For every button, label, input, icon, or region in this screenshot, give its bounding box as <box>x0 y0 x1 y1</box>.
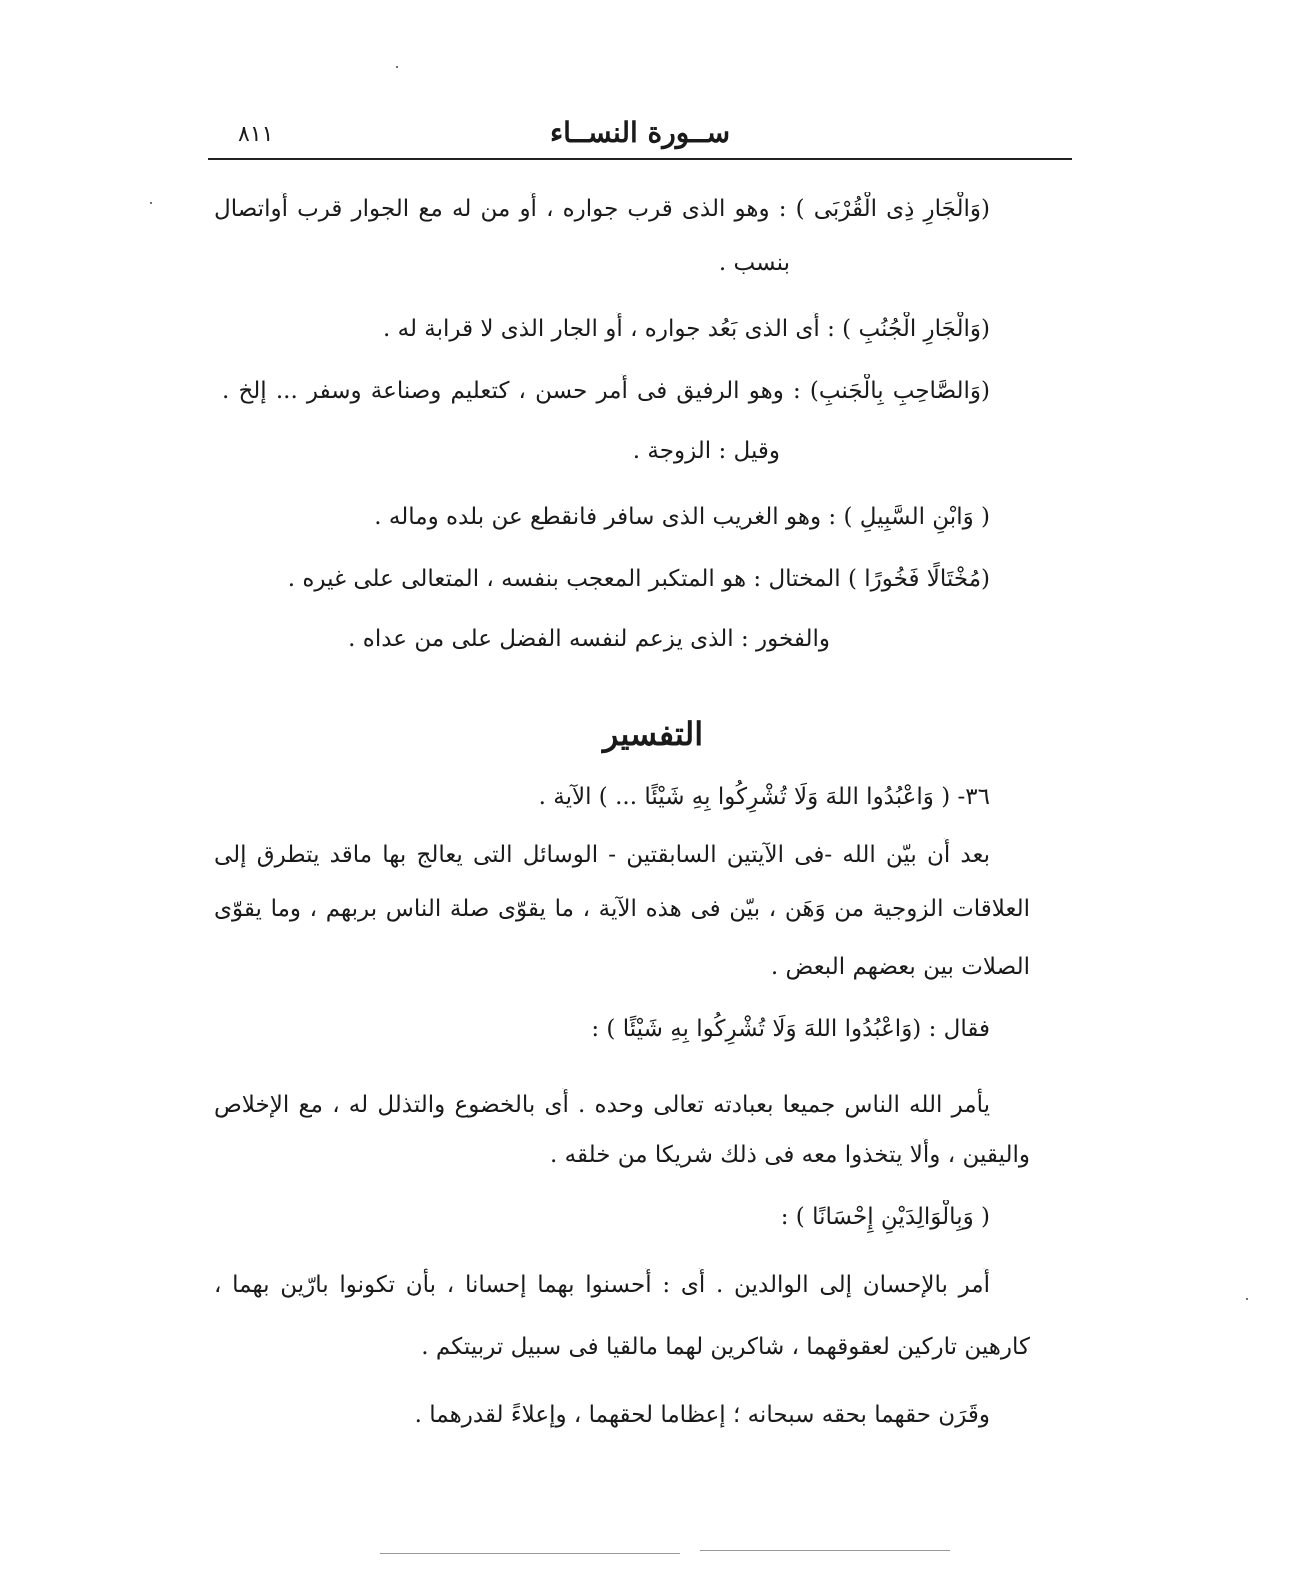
paragraph-line: أَمر بالإحسان إلى الوالدين . أَى : أَحسنوا بهما إحسانا ، بأَن تكونوا بارّين بهما ، <box>214 1272 990 1298</box>
scan-speck <box>150 202 152 204</box>
paragraph-line: يأْمر الله الناس جميعا بعبادته تعالى وحده . أَى بالخضوع والتذلل له ، مع الإخلاص <box>214 1092 990 1118</box>
paragraph-line: الصلات بين بعضهم البعض . <box>770 954 1030 980</box>
scan-speck <box>396 66 398 68</box>
running-header <box>208 112 1072 158</box>
paragraph-line: العلاقات الزوجية من وَهَن ، بيّن فى هذه الآية ، ما يقوّى صلة الناس بربهم ، وما يقوّى <box>214 896 1030 922</box>
page-number: ٨١١ <box>238 122 274 147</box>
scan-speck <box>1246 1298 1248 1300</box>
tafsir-heading: التفسير <box>602 715 704 753</box>
glossary-line: (وَالصَّاحِبِ بِالْجَنبِ) : وهو الرفيق فى أَمر حسن ، كتعليم وصناعة وسفر ... إلخ . <box>222 378 990 404</box>
glossary-line: (مُخْتَالًا فَخُورًا ) المختال : هو المتكبر المعجب بنفسه ، المتعالى على غيره . <box>287 566 990 592</box>
verse-line: ٣٦- ( وَاعْبُدُوا اللهَ وَلَا تُشْرِكُوا بِهِ شَيْئًا ... ) الآية . <box>538 784 990 810</box>
paragraph-line: كارهين تاركين لعقوقهما ، شاكرين لهما مالقيا فى سبيل تربيتكم . <box>421 1334 1030 1360</box>
glossary-line: والفخور : الذى يزعم لنفسه الفضل على من عداه . <box>348 626 830 652</box>
scan-line <box>700 1550 950 1551</box>
quote-line: فقال : (وَاعْبُدُوا اللهَ وَلَا تُشْرِكُوا بِهِ شَيْئًا ) : <box>591 1016 990 1042</box>
surah-title: ســورة النســاء <box>549 116 731 149</box>
glossary-line: (وَالْجَارِ ذِى الْقُرْبَى ) : وهو الذى قرب جواره ، أَو من له مع الجوار قرب أَواتصال <box>214 196 990 222</box>
glossary-line: بنسب . <box>718 250 790 276</box>
glossary-line: (وَالْجَارِ الْجُنُبِ ) : أَى الذى بَعُد جواره ، أَو الجار الذى لا قرابة له . <box>382 316 990 342</box>
scan-line <box>380 1553 680 1554</box>
header-rule <box>208 158 1072 160</box>
paragraph-line: بعد أَن بيّن الله -فى الآيتين السابقتين - الوسائل التى يعالج بها ماقد يتطرق إلى <box>214 842 990 868</box>
glossary-line: وقيل : الزوجة . <box>632 438 780 464</box>
glossary-line: ( وَابْنِ السَّبِيلِ ) : وهو الغريب الذى سافر فانقطع عن بلده وماله . <box>374 504 990 530</box>
paragraph-line: واليقين ، وأَلا يتخذوا معه فى ذلك شريكا من خلقه . <box>550 1142 1030 1168</box>
quote-line: ( وَبِالْوَالِدَيْنِ إِحْسَانًا ) : <box>780 1204 990 1230</box>
paragraph-line: وقَرَن حقهما بحقه سبحانه ؛ إعظاما لحقهما ، وإعلاءً لقدرهما . <box>414 1402 990 1428</box>
